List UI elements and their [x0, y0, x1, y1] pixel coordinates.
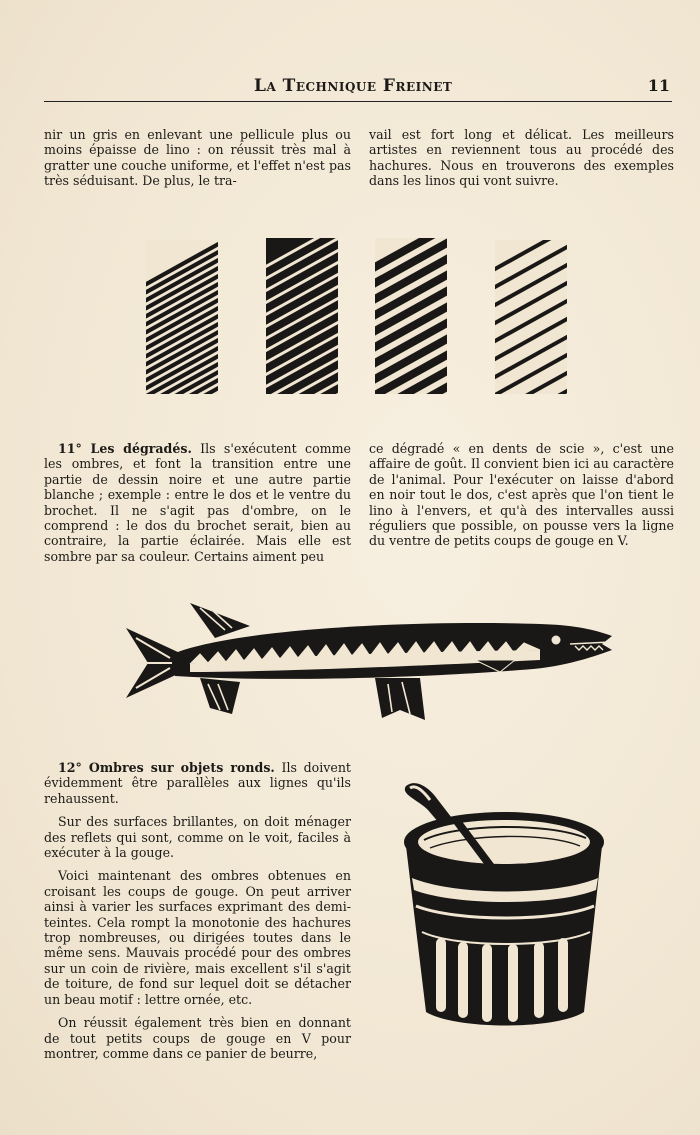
hatching-sample-dense — [220, 232, 400, 398]
hatching-sample-medium — [330, 232, 510, 398]
block3-paragraph-2: Sur des surfaces brillantes, on doit ménager des reflets qui sont, comme on le voit, faciles à exécuter à la gouge. — [44, 814, 351, 861]
ombres-heading: 12° Ombres sur objets ronds. — [58, 760, 275, 775]
block3-column — [44, 760, 351, 1069]
block2-left-column — [44, 441, 351, 572]
block2-left-paragraph — [44, 441, 351, 564]
block2-right-text: ce dégradé « en dents de scie », c'est une affaire de goût. Il convient bien ici au caractère de l'animal. Pour l'exécuter on laisse d'abord en noir tout le dos, c'est après que l'on tient le lino à l'envers, et qu'à des intervalles aussi réguliers que possible, on pousse vers la ligne du ventre de petits coups de gouge en V. — [369, 441, 674, 549]
page-number: 11 — [647, 76, 670, 95]
block2-left-text: Ils s'exécutent comme les ombres, et font la transition entre une partie de dessin noire et une autre partie blanche ; exemple : entre le dos et le ventre du brochet. Il ne s'agit pas d'ombre, on le comprend : le dos du brochet serait, bien au contraire, la partie éclairée. Mais elle est sombre par sa couleur. Certains aiment peu — [44, 441, 351, 564]
pike-linocut-figure — [120, 598, 620, 728]
header-rule — [44, 101, 672, 102]
block3-paragraph-1 — [44, 760, 351, 806]
block2-right-column — [369, 441, 674, 557]
block3-paragraph-4: On réussit également très bien en donnant de tout petits coups de gouge en V pour montrer, comme dans ce panier de beurre, — [44, 1015, 351, 1061]
hatching-samples-figure — [140, 232, 580, 398]
block1-left-text: nir un gris en enlevant une pellicule plus ou moins épaisse de lino : on réussit très mal à gratter une couche uniforme, et l'effet n'est pas très séduisant. De plus, le tra- — [44, 127, 351, 189]
block3-paragraph-3: Voici maintenant des ombres obtenues en croisant les coups de gouge. On peut arriver ainsi à varier les surfaces exprimant des demi-teintes. Cela rompt la monotonie des hachures trop nombreuses, ou dirigées toutes dans le même sens. Mauvais procédé pour des ombres sur un coin de rivière, mais excellent s'il s'agit de toiture, de fond sur lequel doit se détacher un beau motif : lettre ornée, etc. — [44, 868, 351, 1007]
pike-eye — [552, 636, 561, 645]
running-title: La Technique Freinet — [254, 76, 453, 96]
running-header — [44, 76, 672, 100]
hatching-sample-sparse — [450, 232, 580, 398]
butter-pot-linocut-figure — [396, 778, 610, 1044]
block1-right-text: vail est fort long et délicat. Les meilleurs artistes en reviennent tous au procédé des hachures. Nous en trouverons des exemples dans les linos qui vont suivre. — [369, 127, 674, 189]
degrades-heading: 11° Les dégradés. — [58, 441, 192, 456]
block3-p1-text: Ils doivent évidemment être parallèles aux lignes qu'ils rehaussent. — [44, 760, 351, 806]
pike-dorsal-fin — [190, 603, 250, 638]
block1-left-column — [44, 127, 351, 197]
block1-right-column — [369, 127, 674, 197]
hatching-sample-fine — [140, 232, 240, 398]
pike-anal-fin — [375, 678, 425, 720]
